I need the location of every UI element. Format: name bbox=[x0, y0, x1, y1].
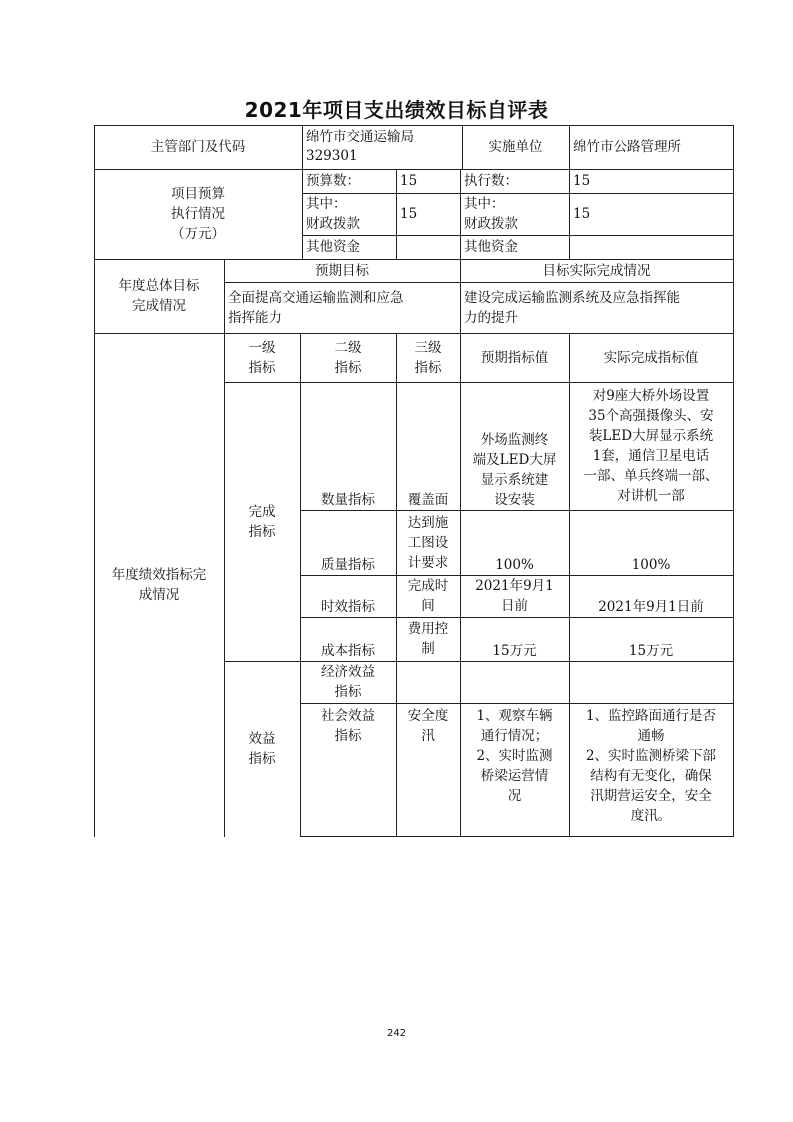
benefit-indicators-label: 效益 指标 bbox=[248, 731, 276, 767]
page-number: 242 bbox=[386, 1028, 407, 1039]
cost-expected: 15万元 bbox=[492, 643, 537, 659]
budget-amount-label: 预算数： bbox=[306, 173, 360, 189]
timeliness-actual: 2021年9月1日前 bbox=[598, 599, 704, 615]
quantity-l2: 数量指标 bbox=[321, 492, 375, 508]
quality-l3: 达到施 工图设 计要求 bbox=[407, 514, 449, 571]
economic-l2: 经济效益 指标 bbox=[321, 664, 375, 700]
level3-header: 三级 指标 bbox=[414, 339, 442, 376]
cost-l3: 费用控 制 bbox=[407, 621, 449, 657]
performance-table bbox=[94, 125, 734, 837]
timeliness-expected: 2021年9月1 日前 bbox=[475, 578, 554, 614]
actual-value-header: 实际完成指标值 bbox=[603, 349, 699, 366]
annual-goal-label: 年度总体目标 完成情况 bbox=[118, 278, 200, 314]
other-funds-label-exec: 其他资金 bbox=[464, 239, 518, 255]
quality-actual: 100% bbox=[631, 557, 671, 573]
timeliness-l2: 时效指标 bbox=[321, 599, 375, 615]
unit-label: 实施单位 bbox=[488, 139, 543, 155]
expected-value-header: 预期指标值 bbox=[480, 349, 549, 366]
quantity-actual: 对9座大桥外场设置 35个高强摄像头、安 装LED大屏显示系统 1套，通信卫星电话 一部、单兵终端一部、 对讲机一部 bbox=[583, 388, 719, 504]
level1-header: 一级 指标 bbox=[248, 339, 276, 376]
budget-amount-value: 15 bbox=[400, 173, 418, 189]
actual-goal-header: 目标实际完成情况 bbox=[542, 262, 651, 279]
social-expected: 1、观察车辆 通行情况； 2、实时监测 桥梁运营情 况 bbox=[476, 708, 553, 804]
quality-l2: 质量指标 bbox=[321, 557, 375, 573]
exec-amount-label: 执行数： bbox=[464, 173, 518, 189]
expected-goal-header: 预期目标 bbox=[315, 262, 369, 279]
quality-expected: 100% bbox=[495, 557, 534, 573]
fiscal-label-exec: 其中： 财政拨款 bbox=[464, 196, 518, 232]
social-actual: 1、监控路面通行是否 通畅 2、实时监测桥梁下部 结构有无变化，确保 汛期营运安全，安全 度汛。 bbox=[585, 708, 717, 824]
social-l3: 安全度 汛 bbox=[407, 708, 449, 744]
table-border-bottom bbox=[300, 836, 734, 837]
other-funds-label-budget: 其他资金 bbox=[306, 239, 360, 255]
level2-header: 二级 指标 bbox=[334, 339, 362, 376]
table-border-right bbox=[733, 125, 734, 837]
performance-label: 年度绩效指标完 成情况 bbox=[111, 567, 207, 603]
fiscal-value-exec: 15 bbox=[573, 206, 591, 222]
quantity-l3: 覆盖面 bbox=[407, 492, 449, 508]
budget-label: 项目预算 执行情况 （万元） bbox=[171, 186, 225, 242]
fiscal-value-budget: 15 bbox=[400, 206, 418, 222]
dept-value: 绵竹市交通运输局 329301 bbox=[306, 129, 414, 164]
expected-goal-text: 全面提高交通运输监测和应急 指挥能力 bbox=[228, 289, 404, 326]
dept-label: 主管部门及代码 bbox=[150, 139, 246, 155]
page-title: 2021年项目支出绩效目标自评表 bbox=[244, 98, 549, 122]
cost-actual: 15万元 bbox=[628, 643, 674, 659]
cost-l2: 成本指标 bbox=[321, 643, 375, 659]
completion-indicators-label: 完成 指标 bbox=[248, 503, 276, 540]
timeliness-l3: 完成时 间 bbox=[407, 578, 449, 614]
unit-value: 绵竹市公路管理所 bbox=[573, 139, 681, 155]
social-l2: 社会效益 指标 bbox=[321, 708, 375, 744]
actual-goal-text: 建设完成运输监测系统及应急指挥能 力的提升 bbox=[464, 289, 680, 326]
fiscal-label-budget: 其中： 财政拨款 bbox=[306, 196, 360, 232]
quantity-expected: 外场监测终 端及LED大屏 显示系统建 设安装 bbox=[472, 432, 557, 508]
exec-amount-value: 15 bbox=[573, 173, 591, 189]
